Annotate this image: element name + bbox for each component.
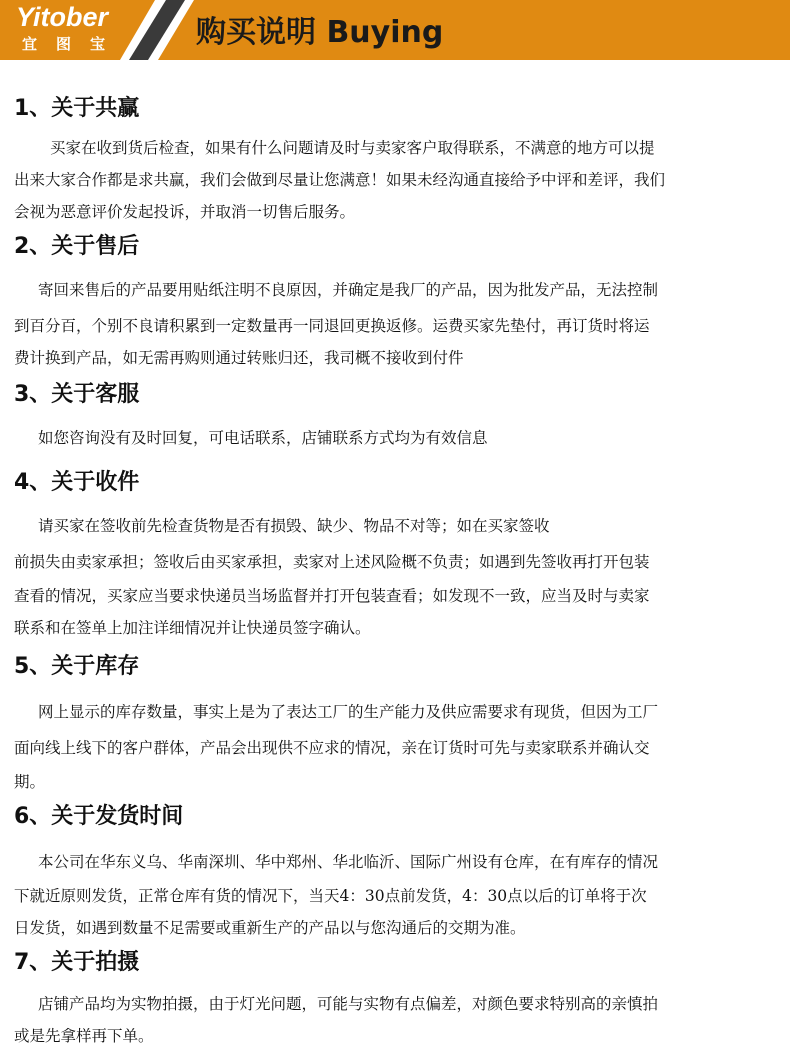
brand-logo-text: Yitober xyxy=(16,2,109,32)
paragraph-line: 买家在收到货后检查，如果有什么问题请及时与卖家客户取得联系，不满意的地方可以提 xyxy=(50,139,655,157)
paragraph-line: 网上显示的库存数量，事实上是为了表达工厂的生产能力及供应需要求有现货，但因为工厂 xyxy=(38,703,659,721)
section-photography xyxy=(14,948,790,1052)
paragraph-line: 请买家在签收前先检查货物是否有损毁、缺少、物品不对等；如在买家签收 xyxy=(38,517,550,535)
paragraph-line: 费计换到产品，如无需再购则通过转账归还，我司概不接收到付件 xyxy=(14,349,464,367)
section-customer-service xyxy=(14,380,790,454)
paragraph-line: 查看的情况，买家应当要求快递员当场监督并打开包装查看；如发现不一致，应当及时与卖家 xyxy=(14,587,650,605)
brand-logo-chinese: 宜图宝 xyxy=(22,35,125,53)
section-inventory xyxy=(14,652,790,798)
section-heading: 5、关于库存 xyxy=(14,654,140,679)
section-win-win xyxy=(14,94,790,228)
paragraph-line: 联系和在签单上加注详细情况并让快递员签字确认。 xyxy=(14,619,371,637)
section-heading: 4、关于收件 xyxy=(14,470,140,495)
paragraph-line: 面向线上线下的客户群体，产品会出现供不应求的情况，亲在订货时可先与卖家联系并确认交 xyxy=(14,739,650,757)
paragraph-line: 如您咨询没有及时回复，可电话联系，店铺联系方式均为有效信息 xyxy=(38,429,488,447)
purchase-instructions xyxy=(14,94,790,1052)
section-heading: 1、关于共赢 xyxy=(14,96,140,121)
paragraph-line: 前损失由卖家承担；签收后由买家承担，卖家对上述风险概不负责；如遇到先签收再打开包装 xyxy=(14,553,650,571)
section-after-sales xyxy=(14,232,790,372)
section-heading: 2、关于售后 xyxy=(14,234,140,259)
paragraph-line: 会视为恶意评价发起投诉，并取消一切售后服务。 xyxy=(14,203,356,221)
section-receiving xyxy=(14,468,790,644)
section-heading: 6、关于发货时间 xyxy=(14,804,184,829)
paragraph-line: 出来大家合作都是求共赢，我们会做到尽量让您满意！如果未经沟通直接给予中评和差评，我们 xyxy=(14,171,666,189)
paragraph-line: 店铺产品均为实物拍摄，由于灯光问题，可能与实物有点偏差，对颜色要求特别高的亲慎拍 xyxy=(38,995,659,1013)
page-title: 购买说明 Buying xyxy=(196,15,444,50)
paragraph-line: 到百分百，个别不良请积累到一定数量再一同退回更换返修。运费买家先垫付，再订货时将运 xyxy=(14,317,650,335)
section-heading: 3、关于客服 xyxy=(14,382,140,407)
paragraph-line: 本公司在华东义乌、华南深圳、华中郑州、华北临沂、国际广州设有仓库，在有库存的情况 xyxy=(38,853,659,871)
section-heading: 7、关于拍摄 xyxy=(14,950,140,975)
paragraph-line: 日发货，如遇到数量不足需要或重新生产的产品以与您沟通后的交期为准。 xyxy=(14,919,526,937)
paragraph-line: 下就近原则发货，正常仓库有货的情况下，当天4：30点前发货，4：30点以后的订单将于次 xyxy=(14,887,647,905)
paragraph-line: 期。 xyxy=(14,773,46,791)
section-shipping-time xyxy=(14,802,790,944)
paragraph-line: 寄回来售后的产品要用贴纸注明不良原因，并确定是我厂的产品，因为批发产品，无法控制 xyxy=(38,281,659,299)
paragraph-line: 或是先拿样再下单。 xyxy=(14,1027,154,1045)
header-banner xyxy=(0,0,790,60)
